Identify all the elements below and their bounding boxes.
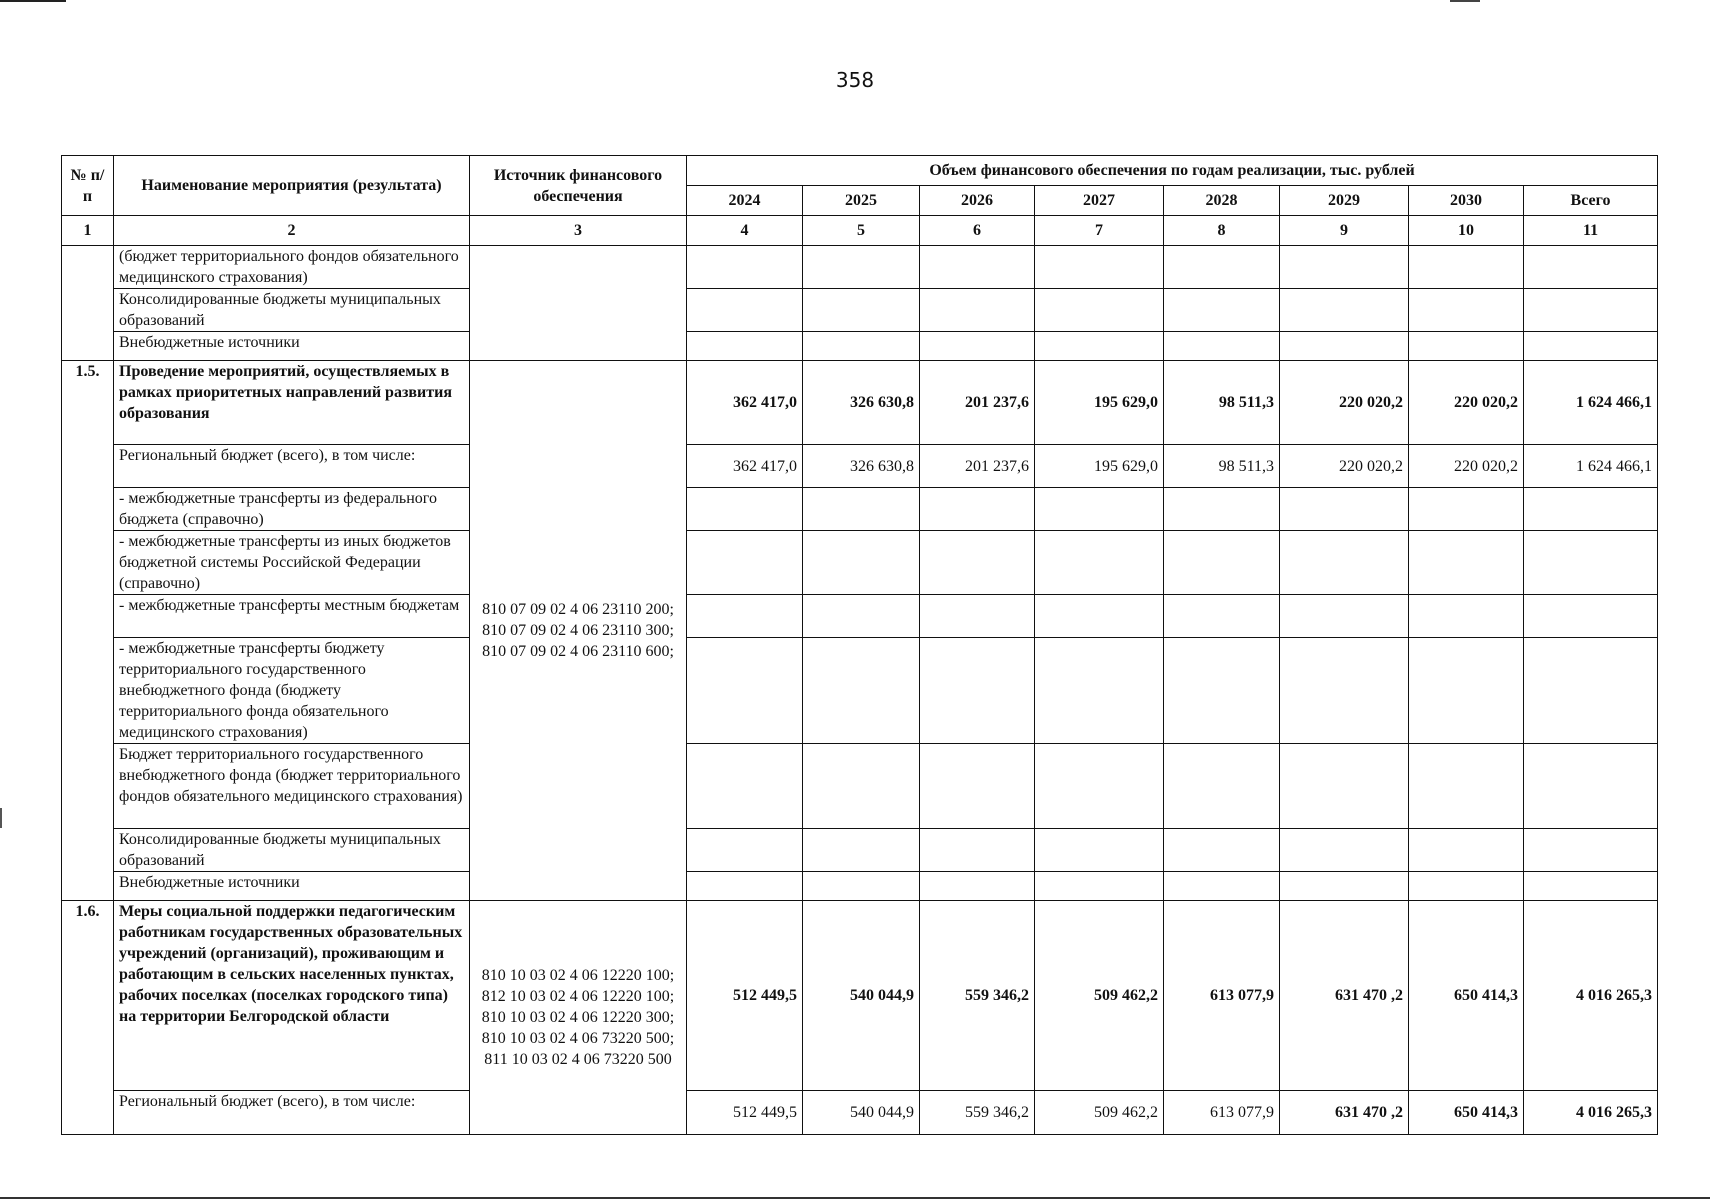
column-number: 11: [1524, 216, 1658, 246]
table-row: [62, 595, 1658, 638]
value-cell: 220 020,2: [1409, 445, 1524, 488]
source-cell: [470, 246, 687, 361]
header-name: Наименование мероприятия (результата): [114, 156, 470, 216]
table-row: [62, 744, 1658, 829]
column-number: 2: [114, 216, 470, 246]
year-header: 2030: [1409, 186, 1524, 216]
value-cell: 631 470 ,2: [1280, 901, 1409, 1091]
year-header: 2025: [803, 186, 920, 216]
total-cell: 1 624 466,1: [1524, 361, 1658, 445]
row-name: Региональный бюджет (всего), в том числе:: [114, 1091, 470, 1135]
source-code-line: 812 10 03 02 4 06 12220 100;: [481, 988, 675, 1005]
table-row: [62, 332, 1658, 361]
table-row: [62, 445, 1658, 488]
row-name: Внебюджетные источники: [114, 872, 470, 901]
year-header: 2029: [1280, 186, 1409, 216]
section-title: Проведение мероприятий, осуществляемых в рамках приоритетных направлений развития образования: [114, 361, 470, 445]
value-cell: 613 077,9: [1164, 1091, 1280, 1135]
value-cell: 195 629,0: [1035, 445, 1164, 488]
column-number: 1: [62, 216, 114, 246]
table-row: [62, 1091, 1658, 1135]
financing-table: [61, 155, 1658, 1135]
value-cell: 559 346,2: [920, 901, 1035, 1091]
source-code-line: 810 10 03 02 4 06 12220 100;: [481, 967, 675, 984]
row-name: Консолидированные бюджеты муниципальных образований: [114, 829, 470, 872]
row-name: Бюджет территориального государственного внебюджетного фонда (бюджет территориального фондов обязательного медицинского страхования): [114, 744, 470, 829]
table-row: [62, 901, 1658, 1091]
year-header: 2024: [687, 186, 803, 216]
value-cell: 540 044,9: [803, 901, 920, 1091]
table-row: [62, 488, 1658, 531]
column-number: 9: [1280, 216, 1409, 246]
table-row: [62, 638, 1658, 744]
row-name: - межбюджетные трансферты бюджету территориального государственного внебюджетного фонда (бюджету территориального фонда обязательного медицинского страхования): [114, 638, 470, 744]
value-cell: 220 020,2: [1409, 361, 1524, 445]
source-code-line: 810 07 09 02 4 06 23110 200;: [482, 601, 674, 618]
table-row: [62, 361, 1658, 445]
header-volume: Объем финансового обеспечения по годам реализации, тыс. рублей: [687, 156, 1658, 186]
column-number: 4: [687, 216, 803, 246]
header-num: № п/п: [62, 156, 114, 216]
year-header: 2026: [920, 186, 1035, 216]
value-cell: 362 417,0: [687, 361, 803, 445]
source-code-line: 810 07 09 02 4 06 23110 300;: [482, 622, 674, 639]
value-cell: 509 462,2: [1035, 1091, 1164, 1135]
index-cell: [62, 246, 114, 361]
value-cell: 512 449,5: [687, 901, 803, 1091]
value-cell: 631 470 ,2: [1280, 1091, 1409, 1135]
total-cell: 4 016 265,3: [1524, 1091, 1658, 1135]
year-header: 2027: [1035, 186, 1164, 216]
section-title: Меры социальной поддержки педагогическим работникам государственных образовательных учреждений (организаций), проживающим и работающим в сельских населенных пунктах, рабочих поселках (поселках городского типа) на территории Белгородской области: [114, 901, 470, 1091]
value-cell: 201 237,6: [920, 361, 1035, 445]
year-header: 2028: [1164, 186, 1280, 216]
source-code-line: 810 10 03 02 4 06 73220 500;: [481, 1030, 675, 1047]
header-row: [62, 156, 1658, 186]
scan-edge-mark: [0, 0, 66, 2]
column-number: 5: [803, 216, 920, 246]
page-number: 358: [835, 68, 875, 92]
total-header: Всего: [1524, 186, 1658, 216]
row-name: Внебюджетные источники: [114, 332, 470, 361]
value-cell: 326 630,8: [803, 445, 920, 488]
column-number: 10: [1409, 216, 1524, 246]
table-row: [62, 872, 1658, 901]
value-cell: 98 511,3: [1164, 361, 1280, 445]
value-cell: 650 414,3: [1409, 1091, 1524, 1135]
value-cell: 613 077,9: [1164, 901, 1280, 1091]
value-cell: 512 449,5: [687, 1091, 803, 1135]
row-name: (бюджет территориального фондов обязательного медицинского страхования): [114, 246, 470, 289]
row-name: - межбюджетные трансферты из иных бюджетов бюджетной системы Российской Федерации (справочно): [114, 531, 470, 595]
source-code-line: 810 07 09 02 4 06 23110 600;: [482, 643, 674, 660]
scan-edge-mark: [0, 1197, 1710, 1199]
row-name: - межбюджетные трансферты местным бюджетам: [114, 595, 470, 638]
column-number-row: [62, 216, 1658, 246]
value-cell: 195 629,0: [1035, 361, 1164, 445]
scan-edge-mark: [1450, 0, 1480, 2]
header-source: Источник финансового обеспечения: [470, 156, 687, 216]
value-cell: 220 020,2: [1280, 445, 1409, 488]
value-cell: 220 020,2: [1280, 361, 1409, 445]
value-cell: 540 044,9: [803, 1091, 920, 1135]
section-index: 1.6.: [62, 901, 114, 1135]
column-number: 6: [920, 216, 1035, 246]
table-row: [62, 289, 1658, 332]
row-name: Консолидированные бюджеты муниципальных образований: [114, 289, 470, 332]
section-index: 1.5.: [62, 361, 114, 901]
total-cell: 4 016 265,3: [1524, 901, 1658, 1091]
scan-edge-mark: [0, 808, 2, 828]
value-cell: 559 346,2: [920, 1091, 1035, 1135]
column-number: 3: [470, 216, 687, 246]
row-name: Региональный бюджет (всего), в том числе:: [114, 445, 470, 488]
value-cell: 201 237,6: [920, 445, 1035, 488]
table-row: [62, 829, 1658, 872]
value-cell: 362 417,0: [687, 445, 803, 488]
total-cell: 1 624 466,1: [1524, 445, 1658, 488]
value-cell: 98 511,3: [1164, 445, 1280, 488]
column-number: 7: [1035, 216, 1164, 246]
table-row: [62, 246, 1658, 289]
source-code-line: 811 10 03 02 4 06 73220 500: [484, 1051, 672, 1068]
value-cell: 650 414,3: [1409, 901, 1524, 1091]
source-code-line: 810 10 03 02 4 06 12220 300;: [481, 1009, 675, 1026]
column-number: 8: [1164, 216, 1280, 246]
table-row: [62, 531, 1658, 595]
source-codes: [470, 361, 687, 901]
value-cell: 326 630,8: [803, 361, 920, 445]
row-name: - межбюджетные трансферты из федерального бюджета (справочно): [114, 488, 470, 531]
source-codes: [470, 901, 687, 1135]
value-cell: 509 462,2: [1035, 901, 1164, 1091]
